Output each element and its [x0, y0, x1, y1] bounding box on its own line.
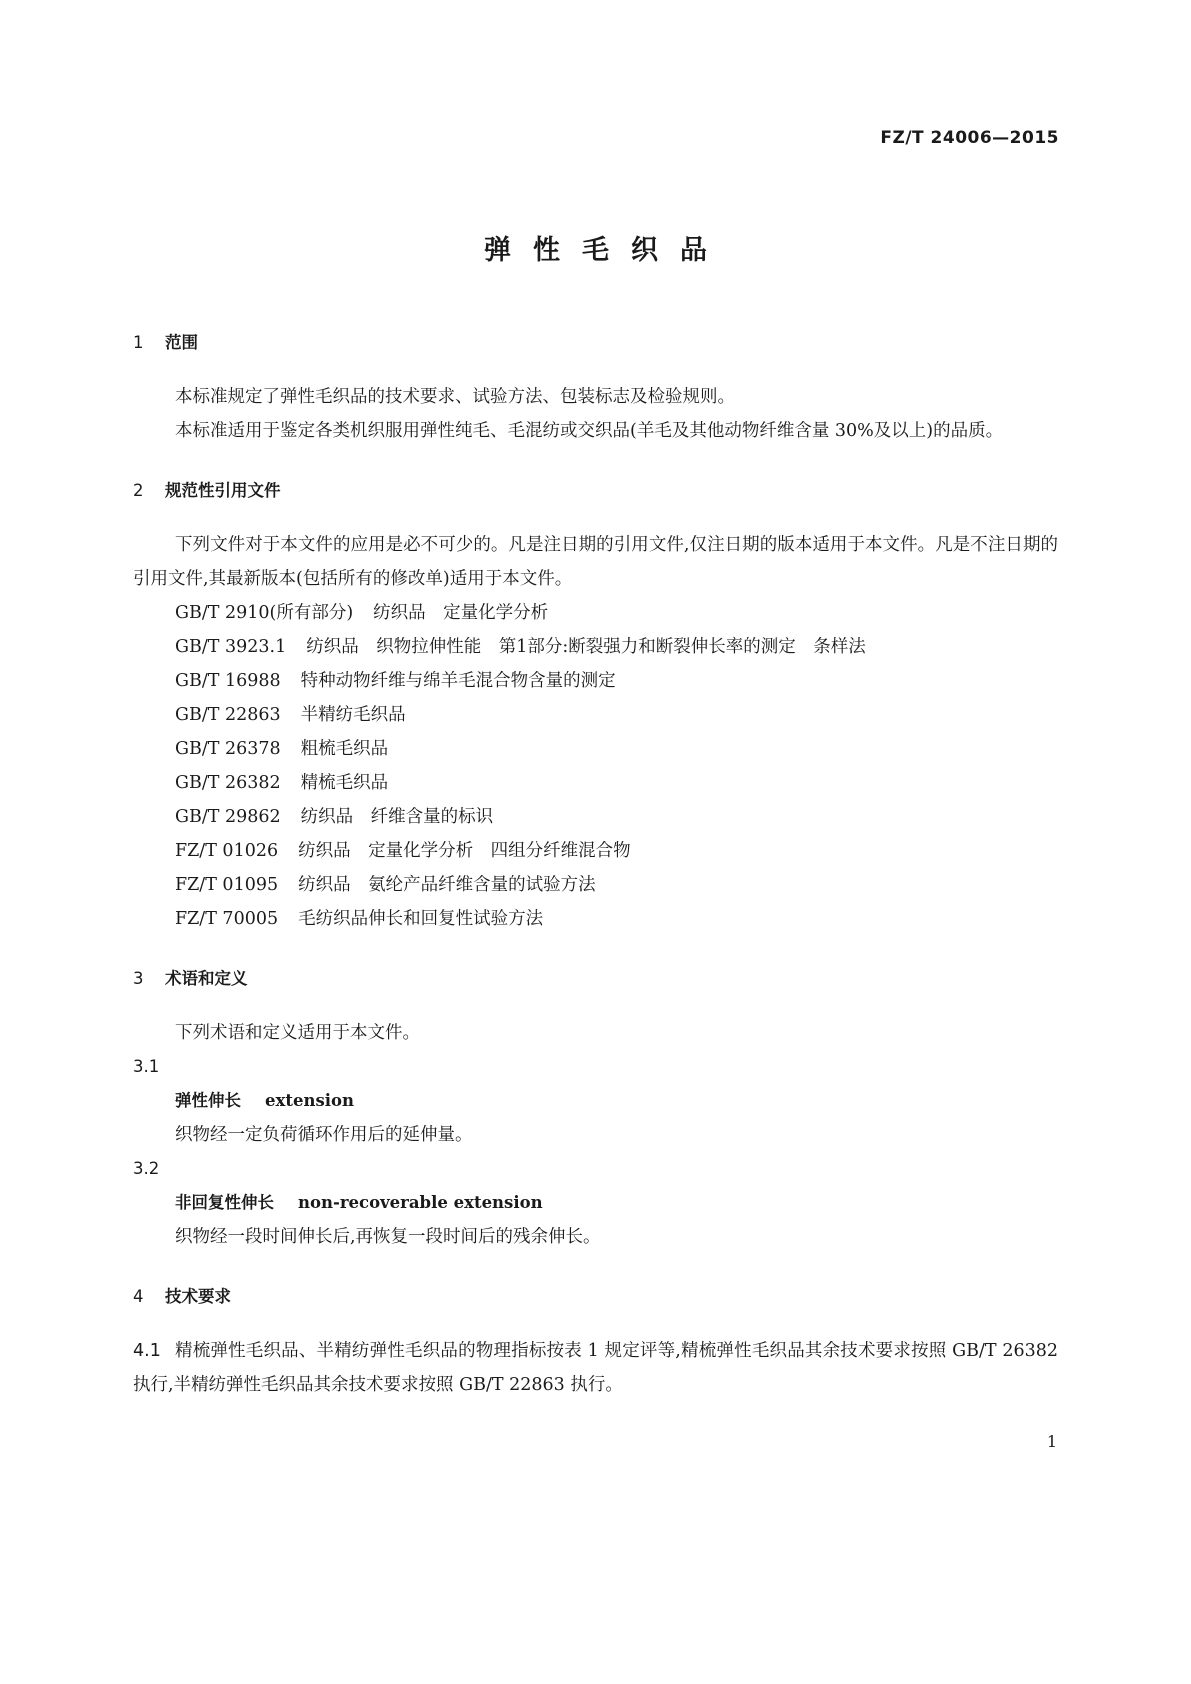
section-technical-requirements	[133, 1280, 1058, 1402]
section-number: 2	[133, 481, 144, 500]
section-heading	[133, 1280, 1058, 1314]
paragraph: 下列文件对于本文件的应用是必不可少的。凡是注日期的引用文件,仅注日期的版本适用于本文件。凡是不注日期的引用文件,其最新版本(包括所有的修改单)适用于本文件。	[133, 535, 1058, 589]
paragraph: 下列术语和定义适用于本文件。	[175, 1023, 420, 1043]
term-entry	[133, 1152, 1058, 1254]
reference-code: FZ/T 70005	[175, 909, 279, 929]
section-heading	[133, 474, 1058, 508]
term-name-zh: 弹性伸长	[175, 1091, 241, 1110]
page-number: 1	[1046, 1432, 1057, 1451]
clause	[133, 1334, 1058, 1402]
reference-title: 纺织品 纤维含量的标识	[300, 807, 494, 827]
term-name	[133, 1186, 1058, 1220]
reference-item	[133, 698, 1058, 732]
reference-list	[133, 596, 1058, 936]
reference-code: GB/T 26382	[175, 773, 281, 793]
reference-code: GB/T 16988	[175, 671, 281, 691]
section-number: 3	[133, 969, 144, 988]
document-body	[133, 326, 1058, 1402]
section-title: 规范性引用文件	[165, 481, 281, 500]
paragraph: 本标准适用于鉴定各类机织服用弹性纯毛、毛混纺或交织品(羊毛及其他动物纤维含量 30%及以上)的品质。	[175, 421, 1004, 441]
reference-code: GB/T 2910(所有部分)	[175, 603, 354, 623]
section-title: 范围	[165, 333, 198, 352]
section-terms-definitions	[133, 962, 1058, 1254]
clause-text: 精梳弹性毛织品、半精纺弹性毛织品的物理指标按表 1 规定评等,精梳弹性毛织品其余技术要求按照 GB/T 26382 执行,半精纺弹性毛织品其余技术要求按照 GB/T 22863 执行。	[133, 1341, 1058, 1395]
term-entry	[133, 1050, 1058, 1152]
reference-item	[133, 630, 1058, 664]
term-definition: 织物经一段时间伸长后,再恢复一段时间后的残余伸长。	[175, 1227, 601, 1247]
section-normative-references	[133, 474, 1058, 936]
reference-code: FZ/T 01095	[175, 875, 279, 895]
reference-code: FZ/T 01026	[175, 841, 279, 861]
term-name-en: extension	[265, 1091, 355, 1110]
section-title: 术语和定义	[165, 969, 248, 988]
document-title: 弹性毛织品	[484, 235, 729, 266]
reference-title: 纺织品 定量化学分析 四组分纤维混合物	[298, 841, 631, 861]
term-definition: 织物经一定负荷循环作用后的延伸量。	[175, 1125, 473, 1145]
reference-code: GB/T 29862	[175, 807, 281, 827]
paragraph: 本标准规定了弹性毛织品的技术要求、试验方法、包装标志及检验规则。	[175, 387, 735, 407]
reference-code: GB/T 3923.1	[175, 637, 287, 657]
reference-item	[133, 732, 1058, 766]
section-scope	[133, 326, 1058, 448]
section-heading	[133, 326, 1058, 360]
reference-item	[133, 596, 1058, 630]
section-title: 技术要求	[165, 1287, 231, 1306]
reference-item	[133, 766, 1058, 800]
reference-title: 粗梳毛织品	[300, 739, 389, 759]
reference-title: 半精纺毛织品	[300, 705, 406, 725]
term-name-en: non-recoverable extension	[298, 1193, 543, 1212]
reference-title: 毛纺织品伸长和回复性试验方法	[298, 909, 544, 929]
reference-title: 精梳毛织品	[300, 773, 389, 793]
reference-title: 纺织品 定量化学分析	[373, 603, 549, 623]
reference-item	[133, 664, 1058, 698]
section-number: 4	[133, 1287, 144, 1306]
term-name-zh: 非回复性伸长	[175, 1193, 274, 1212]
reference-title: 纺织品 氨纶产品纤维含量的试验方法	[298, 875, 596, 895]
term-name	[133, 1084, 1058, 1118]
term-number: 3.1	[133, 1057, 160, 1076]
reference-code: GB/T 26378	[175, 739, 281, 759]
reference-item	[133, 902, 1058, 936]
reference-item	[133, 868, 1058, 902]
clause-number: 4.1	[133, 1341, 161, 1361]
reference-title: 纺织品 织物拉伸性能 第1部分:断裂强力和断裂伸长率的测定 条样法	[306, 637, 866, 657]
reference-code: GB/T 22863	[175, 705, 281, 725]
reference-title: 特种动物纤维与绵羊毛混合物含量的测定	[300, 671, 616, 691]
standard-number: FZ/T 24006—2015	[880, 128, 1059, 148]
section-heading	[133, 962, 1058, 996]
reference-item	[133, 834, 1058, 868]
term-number: 3.2	[133, 1159, 160, 1178]
section-number: 1	[133, 333, 144, 352]
reference-item	[133, 800, 1058, 834]
